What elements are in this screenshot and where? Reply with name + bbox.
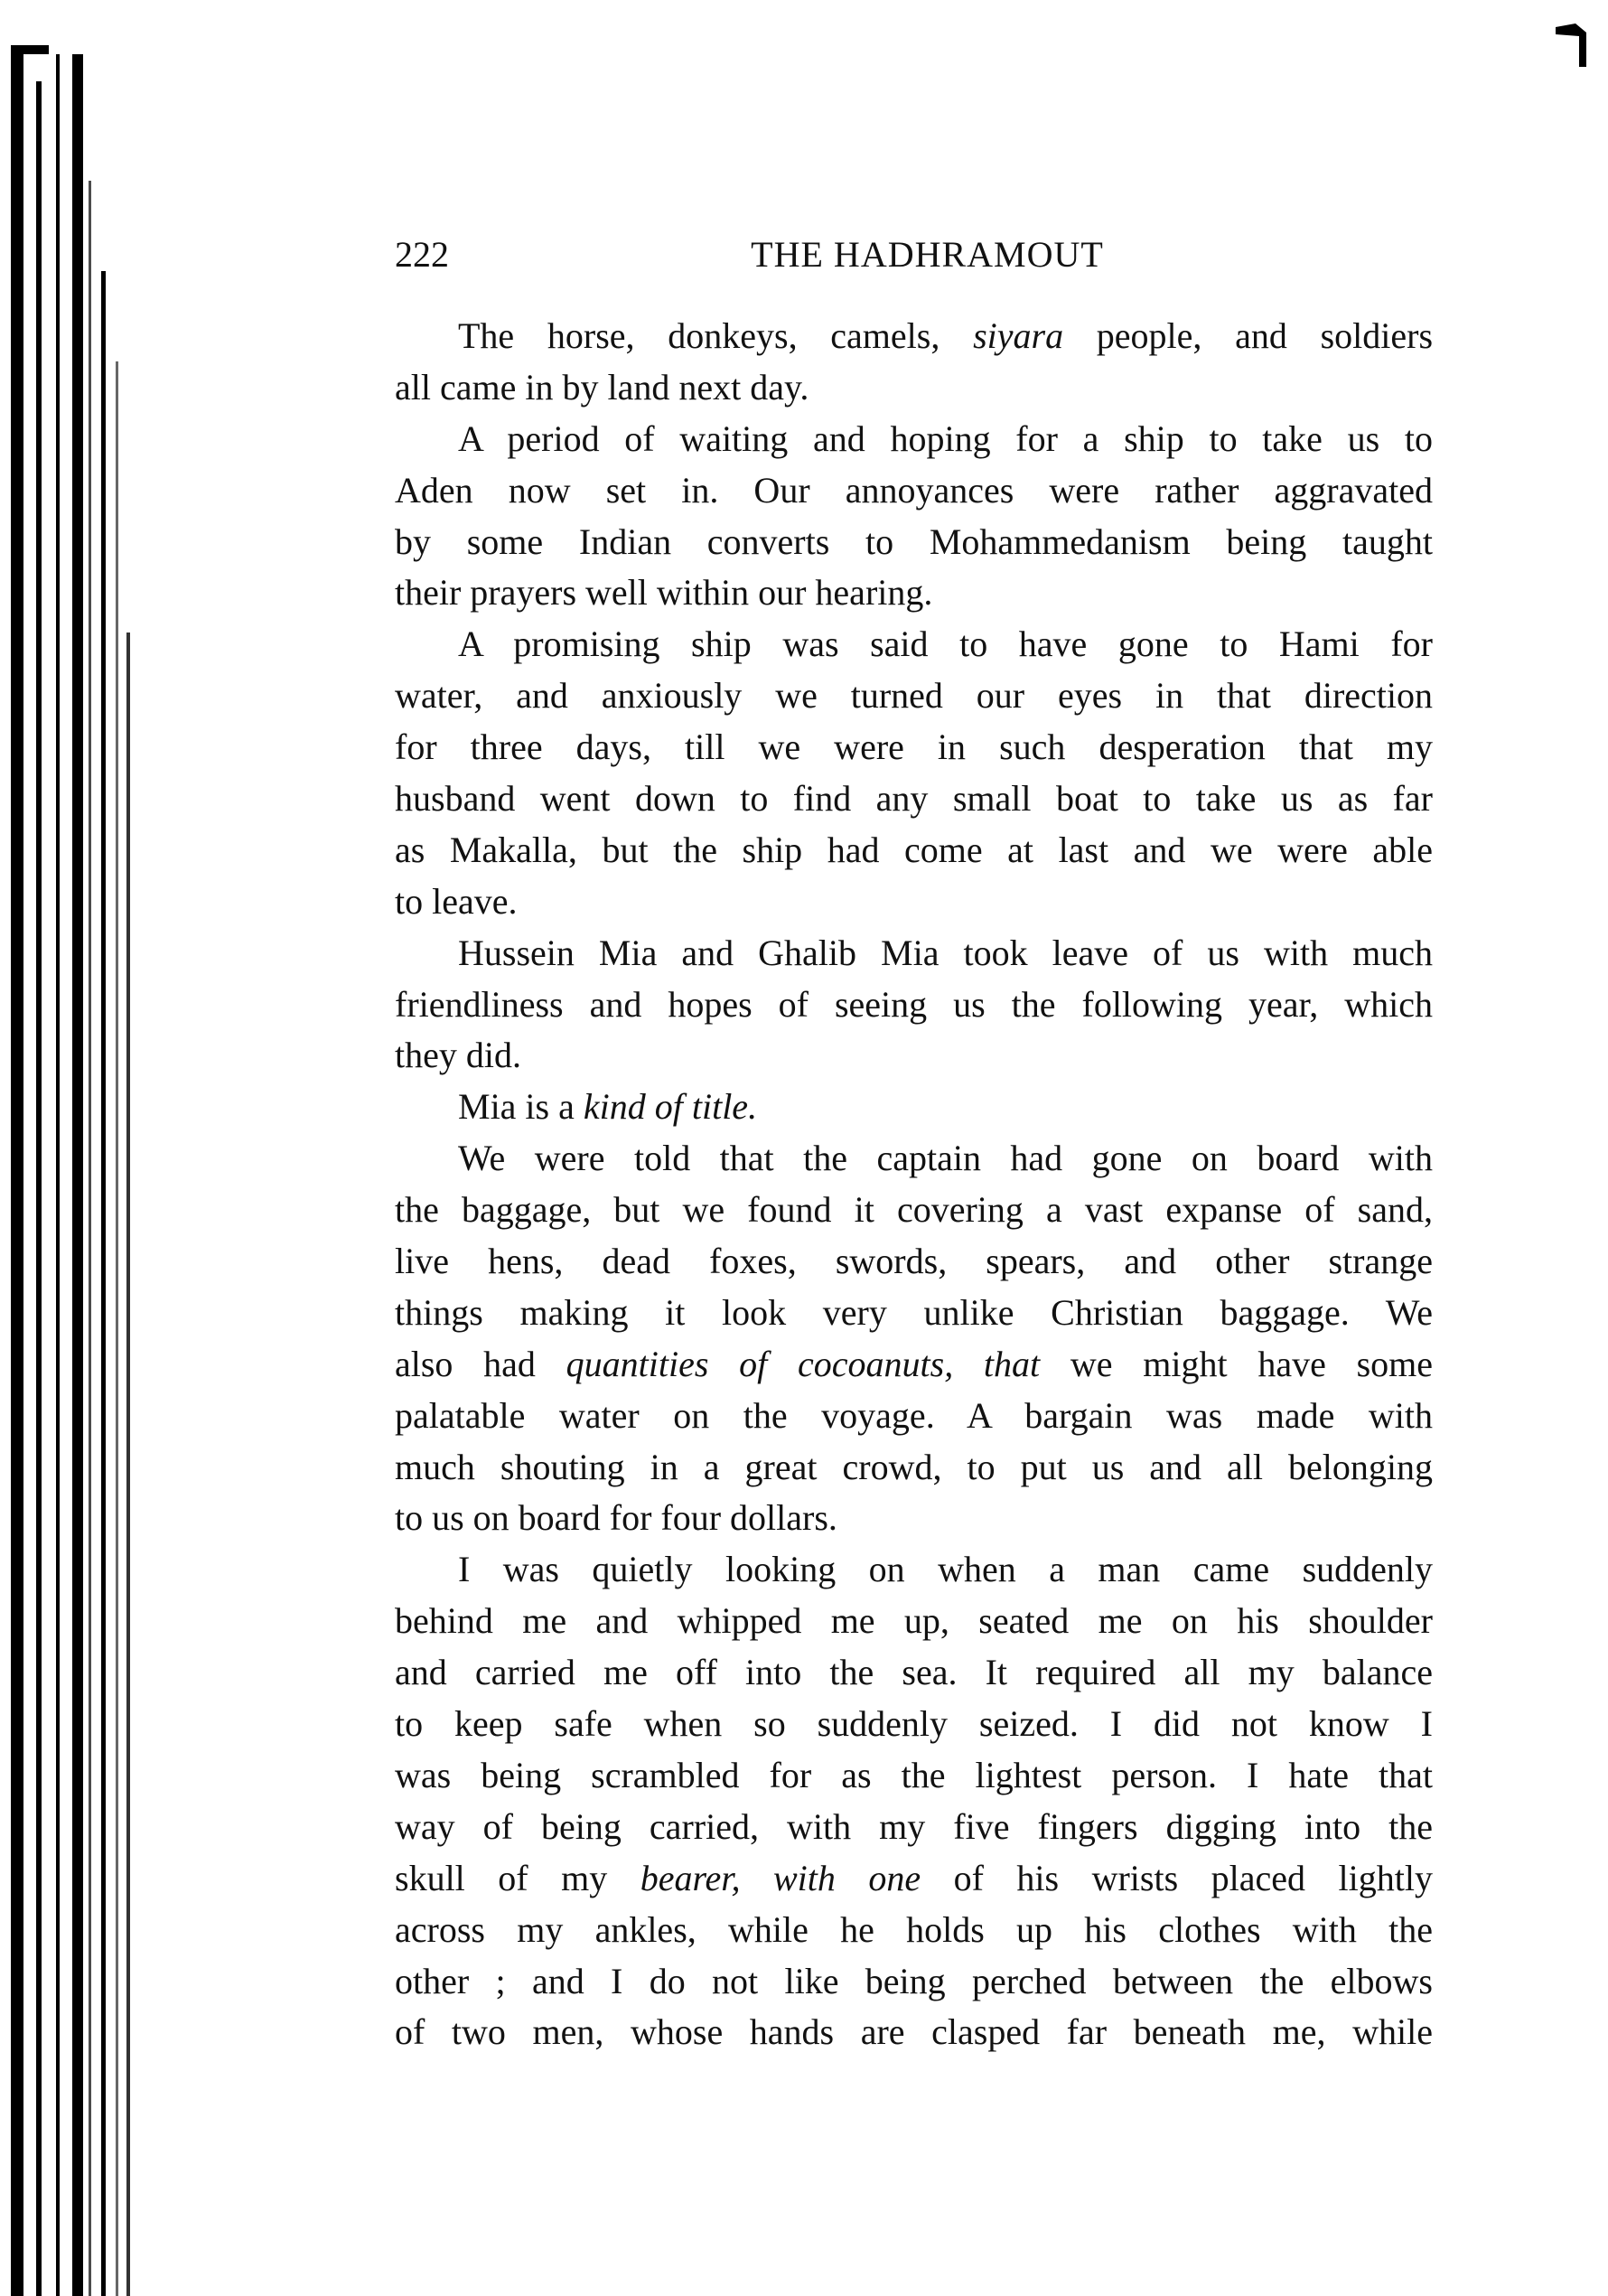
text-line bbox=[395, 1341, 1433, 1392]
text-segment: to leave. bbox=[395, 880, 518, 922]
italic-text: siyara bbox=[973, 315, 1064, 356]
text-segment: I was quietly looking on when a man came suddenly bbox=[458, 1549, 1433, 1590]
text-segment: friendliness and hopes of seeing us the following year, which bbox=[395, 983, 1433, 1025]
text-line bbox=[395, 1444, 1433, 1495]
text-segment: they did. bbox=[395, 1035, 521, 1076]
text-segment: things making it look very unlike Christian baggage. We bbox=[395, 1291, 1433, 1333]
italic-text: bearer, with one bbox=[640, 1857, 921, 1898]
text-line bbox=[395, 467, 1433, 519]
binding-edge-top bbox=[11, 45, 49, 54]
text-line bbox=[395, 1701, 1433, 1752]
binding-edge bbox=[116, 361, 118, 2296]
binding-edge bbox=[89, 181, 91, 2296]
text-segment: We were told that the captain had gone on board with bbox=[458, 1138, 1433, 1179]
text-line bbox=[395, 1958, 1433, 2010]
text-segment: by some Indian converts to Mohammedanism being taught bbox=[395, 520, 1433, 562]
text-line bbox=[395, 1289, 1433, 1341]
text-segment: live hens, dead foxes, swords, spears, and other strange bbox=[395, 1241, 1433, 1282]
text-segment: also had bbox=[395, 1343, 566, 1384]
body-text bbox=[395, 313, 1433, 2060]
text-line bbox=[395, 1083, 1433, 1135]
text-line bbox=[395, 672, 1433, 724]
page-header bbox=[395, 233, 1433, 278]
text-segment: behind me and whipped me up, seated me on his shoulder bbox=[395, 1600, 1433, 1642]
text-line bbox=[395, 2009, 1433, 2060]
binding-edge bbox=[56, 54, 60, 2296]
text-segment: to us on board for four dollars. bbox=[395, 1497, 837, 1539]
text-line bbox=[395, 1238, 1433, 1289]
text-line bbox=[395, 1186, 1433, 1238]
text-segment: to keep safe when so suddenly seized. I did not know I bbox=[395, 1703, 1433, 1745]
text-line bbox=[395, 1495, 1433, 1546]
text-segment: Mia is a bbox=[458, 1086, 584, 1128]
text-line bbox=[395, 1649, 1433, 1701]
text-segment: all came in by land next day. bbox=[395, 366, 809, 408]
text-line bbox=[395, 416, 1433, 467]
binding-edge bbox=[11, 45, 23, 2296]
corner-mark-icon bbox=[1556, 23, 1586, 67]
text-segment: people, and soldiers bbox=[1063, 315, 1434, 356]
text-line bbox=[395, 878, 1433, 930]
text-segment: their prayers well within our hearing. bbox=[395, 572, 933, 614]
italic-text: kind of title. bbox=[583, 1086, 758, 1128]
page-number: 222 bbox=[395, 234, 449, 275]
text-line bbox=[395, 1598, 1433, 1649]
text-segment: for three days, till we were in such desperation that my bbox=[395, 726, 1433, 768]
running-title: THE HADHRAMOUT bbox=[751, 234, 1104, 275]
text-segment: and carried me off into the sea. It required all my balance bbox=[395, 1652, 1433, 1693]
text-segment: other ; and I do not like being perched between the elbows bbox=[395, 1960, 1433, 2001]
text-segment: the baggage, but we found it covering a vast expanse of sand, bbox=[395, 1189, 1433, 1231]
text-segment: A promising ship was said to have gone to Hami for bbox=[458, 623, 1433, 665]
binding-edge bbox=[101, 271, 106, 2296]
text-line bbox=[395, 519, 1433, 570]
text-segment: Aden now set in. Our annoyances were rather aggravated bbox=[395, 469, 1433, 511]
text-segment: skull of my bbox=[395, 1857, 640, 1898]
text-segment: husband went down to find any small boat to take us as far bbox=[395, 778, 1433, 820]
binding-edge bbox=[126, 633, 130, 2296]
text-line bbox=[395, 775, 1433, 827]
text-line bbox=[395, 724, 1433, 775]
text-line bbox=[395, 1032, 1433, 1083]
text-segment: The horse, donkeys, camels, bbox=[458, 315, 974, 356]
text-line bbox=[395, 981, 1433, 1033]
text-line bbox=[395, 1135, 1433, 1186]
text-segment: much shouting in a great crowd, to put us and all belonging bbox=[395, 1446, 1433, 1487]
text-segment: of his wrists placed lightly bbox=[921, 1857, 1433, 1898]
text-line bbox=[395, 1752, 1433, 1804]
binding-edge bbox=[72, 54, 83, 2296]
text-line bbox=[395, 1804, 1433, 1855]
italic-text: quantities of cocoanuts, that bbox=[566, 1343, 1041, 1384]
text-segment: across my ankles, while he holds up his clothes with the bbox=[395, 1908, 1433, 1950]
text-line bbox=[395, 621, 1433, 672]
text-segment: of two men, whose hands are clasped far beneath me, while bbox=[395, 2011, 1433, 2053]
text-line bbox=[395, 569, 1433, 621]
binding-edge bbox=[36, 81, 42, 2296]
text-segment: Hussein Mia and Ghalib Mia took leave of us with much bbox=[458, 932, 1433, 973]
text-segment: way of being carried, with my five fingers digging into the bbox=[395, 1805, 1433, 1847]
text-line bbox=[395, 827, 1433, 878]
text-line bbox=[395, 930, 1433, 981]
text-segment: water, and anxiously we turned our eyes in that direction bbox=[395, 675, 1433, 717]
text-line bbox=[395, 1392, 1433, 1444]
text-segment: we might have some bbox=[1040, 1343, 1434, 1384]
text-line bbox=[395, 1907, 1433, 1958]
text-line bbox=[395, 364, 1433, 416]
text-segment: as Makalla, but the ship had come at last and we were able bbox=[395, 829, 1433, 870]
text-segment: palatable water on the voyage. A bargain was made with bbox=[395, 1394, 1433, 1436]
text-line bbox=[395, 1855, 1433, 1907]
text-segment: was being scrambled for as the lightest person. I hate that bbox=[395, 1754, 1433, 1795]
text-line bbox=[395, 313, 1433, 364]
text-line bbox=[395, 1546, 1433, 1598]
text-segment: A period of waiting and hoping for a ship to take us to bbox=[458, 417, 1433, 459]
